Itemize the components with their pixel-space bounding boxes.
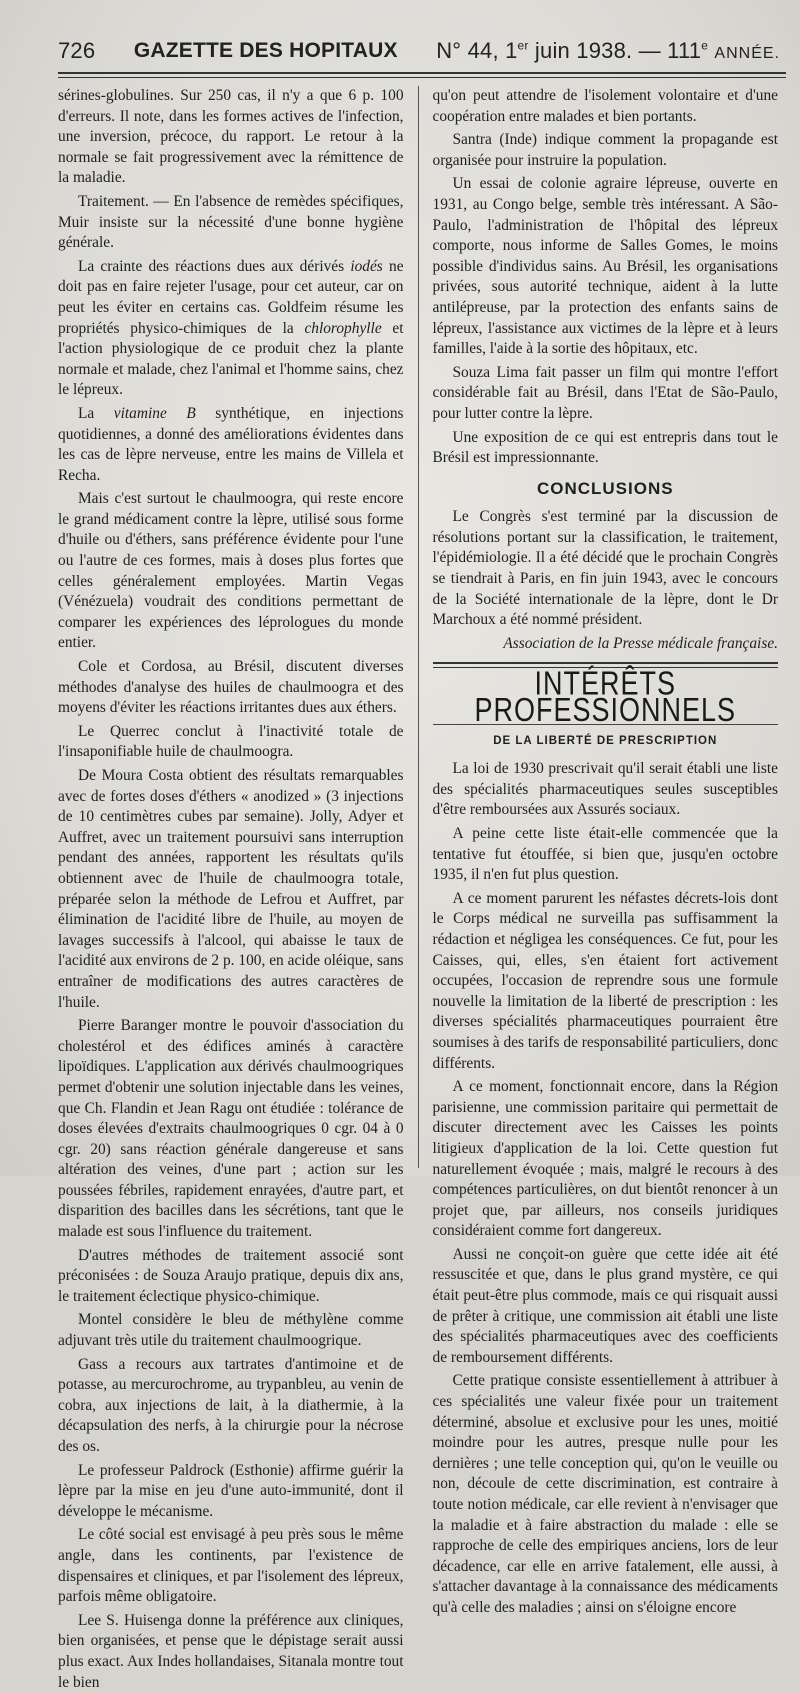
left-column (58, 86, 404, 1691)
paragraph (58, 257, 404, 401)
signature: Association de la Presse médicale française. (503, 634, 779, 652)
issue-sup: er (517, 38, 529, 53)
header-rule (58, 72, 786, 78)
paragraph: D'autres méthodes de traitement associé sont préconisées : de Souza Araujo pratique, depuis dix ans, le traitement éclectique physico-chimique. (58, 1246, 404, 1305)
paragraph: Cette pratique consiste essentiellement à attribuer à ces spécialités une valeur fixée pour un traitement déterminé, absolue et exclusive pour les unes, moitié moindre pour les autres, presque nulle pour les dernières ; une telle conception qui, qu'on le veuille ou non, découle de cette discrimination, est contraire à toute notion médicale, car elle revient à n'envisager que la maladie et à faire abstraction du malade : elle se rapproche de celle des empiriques anciens, lors de leur décadence, car elle en arrive fatalement, elle aussi, à s'attacher davantage à la connaissance des médicaments qu'à celle des maladies ; ainsi on s'éloigne encore (432, 1372, 779, 1616)
column-divider (418, 86, 419, 1168)
paragraph: Aussi ne conçoit-on guère que cette idée ait été ressuscitée et que, dans le plus grand mystère, ce qui était peut-être plus commode, mais ce qui risquait aussi de prêter à critique, une commission ait établi une liste des spécialités pharmaceutiques avec des coefficients de remboursement différents. (432, 1245, 779, 1366)
paragraph: Le Congrès s'est terminé par la discussion de résolutions portant sur la classification, le traitement, l'épidémiologie. Il a été décidé que le prochain Congrès se tiendrait à Paris, en fin juin 1943, avec le concours de la Société internationale de la lèpre, dont le Dr Marchoux a été nommé président. (432, 508, 779, 629)
paragraph: Montel considère le bleu de méthylène comme adjuvant très utile du traitement chaulmoogrique. (58, 1311, 404, 1350)
paragraph: Lee S. Huisenga donne la préférence aux cliniques, bien organisées, et pense que le dépistage serait aussi plus exact. Aux Indes hollandaises, Sitanala montre tout le bien (58, 1611, 404, 1691)
paragraph: A peine cette liste était-elle commencée que la tentative fut étouffée, si bien que, jusqu'en octobre 1935, il n'en fut plus question. (432, 825, 779, 884)
paragraph: Le professeur Paldrock (Esthonie) affirme guérir la lèpre par la mise en jeu d'une auto-immunité, dont il développe le mécanisme. (58, 1461, 404, 1520)
section-banner: INTÉRÊTS PROFESSIONNELS (474, 665, 737, 729)
paragraph: A ce moment, fonctionnait encore, dans la Région parisienne, une commission paritaire qui permettait de discuter directement avec les Caisses les points litigieux d'application de la loi. Cette question fut naturellement évoquée ; mais, malgré le recours à des compétences particulières, on dut bientôt renoncer à un projet que, par ailleurs, nos conseils juridiques considéraient comme fort dangereux. (432, 1078, 779, 1240)
article-subtitle: DE LA LIBERTÉ DE PRESCRIPTION (493, 734, 718, 747)
text-run: ne doit pas en faire rejeter l'usage, pour cet auteur, car on peut les éviter en certains cas. Goldfeim résume les propriétés physico-chimiques de la (58, 257, 404, 337)
paragraph: Souza Lima fait passer un film qui montre l'effort considérable fait au Brésil, dans l'Etat de São-Paulo, pour lutter contre la lèpre. (432, 363, 779, 422)
paragraph: La loi de 1930 prescrivait qu'il serait établi une liste des spécialités pharmaceutiques seules susceptibles d'être remboursées aux Assurés sociaux. (432, 760, 779, 819)
text-run: et l'action physiologique de ce produit chez la plante normale et malade, chez l'animal et l'homme sains, chez le lépreux. (58, 319, 404, 399)
paragraph: Pierre Baranger montre le pouvoir d'association du cholestérol et des édifices aminés à caractère lipoïdiques. L'application aux dérivés chaulmoogriques permet d'obtenir une solution injectable dans les veines, que Ch. Flandin et Jean Ragu ont étudiée : tolérance de doses élevées d'extraits chaulmoogriques 0 cgr. 04 à 0 cgr. 20) sans réaction générale dangereuse et sans altération des veines, d'une part ; action sur les poussées fébriles, rapidement enrayées, d'autre part, et disparition des bacilles dans les sécrétions, tant que le malade est sous l'influence du traitement. (58, 1017, 404, 1241)
paragraph: Une exposition de ce qui est entrepris dans tout le Brésil est impressionnante. (432, 428, 779, 467)
page-header (58, 30, 780, 72)
text-run-italic: iodés (350, 257, 383, 275)
issue-info (436, 38, 780, 64)
page-number: 726 (58, 38, 96, 63)
issue-left: N° 44, 1 (436, 38, 518, 63)
paragraph: Le Querrec conclut à l'inactivité totale de l'insaponifiable huile de chaulmoogra. (58, 722, 404, 761)
paragraph: Mais c'est surtout le chaulmoogra, qui reste encore le grand médicament contre la lèpre, utilisé sous forme d'huile ou d'éthers, sans préférence évidente pour l'une ou l'autre de ces formes, mais à doses plus fortes que celles généralement employées. Martin Vegas (Vénézuela) voudrait des conditions permettant de comparer les expériences des léprologues du monde entier. (58, 490, 404, 652)
text-run: La (78, 404, 114, 422)
year-sup: e (701, 38, 709, 53)
paragraph: Traitement. — En l'absence de remèdes spécifiques, Muir insiste sur la nécessité d'une bonne hygiène générale. (58, 192, 404, 252)
text-run: La crainte des réactions dues aux dérivés (78, 257, 351, 275)
paragraph: A ce moment parurent les néfastes décrets-lois dont le Corps médical ne surveilla pas suffisamment la rédaction et négligea les conséquences. Ce fut, pour les Caisses, qui, elles, s'en étaient fort activement occupées, l'occasion de reprendre sous une formule nouvelle la limitation de la liberté de prescription : les diverses spécialités pharmaceutiques pourraient être soumises à des tarifs de responsabilité particuliers, donc différents. (432, 889, 779, 1072)
text-run-italic: chlorophylle (304, 319, 382, 337)
paragraph: Santra (Inde) indique comment la propagande est organisée pour instruire la population. (432, 131, 779, 169)
journal-title: GAZETTE DES HOPITAUX (133, 39, 398, 62)
conclusions-heading: CONCLUSIONS (536, 478, 674, 498)
text-run-italic: vitamine B (113, 404, 196, 422)
issue-right: juin 1938. — 111 (528, 38, 702, 63)
paragraph: Gass a recours aux tartrates d'antimoine et de potasse, au mercurochrome, au trypanbleu, au venin de cobra, aux injections de lait, à la diathermie, à la décapsulation des nerfs, à la chirurgie pour la nécrose des os. (58, 1355, 404, 1455)
paragraph: Un essai de colonie agraire lépreuse, ouverte en 1931, au Congo belge, semble très intéressant. A São-Paulo, l'administration de l'hôpital des lépreux comporte, nous informe de Salles Gomes, le moins possible d'individus sains. Au Brésil, les organisations privées, sous autorité technique, aident à la lutte antilépreuse, par la protection des enfants sains de lépreux, l'assistance aux victimes de la lèpre et à leurs familles, l'aide à la sortie des hôpitaux, etc. (432, 175, 779, 358)
article-columns (58, 86, 779, 1691)
text-run: synthétique, en injections quotidiennes, a donné des améliorations évidentes dans les cas de lèpre nerveuse, entre les mains de Villela et Recha. (58, 404, 404, 484)
paragraph: sérines-globulines. Sur 250 cas, il n'y a que 6 p. 100 d'erreurs. Il note, dans les formes actives de l'infection, une inversion, précoce, du rapport. Le retour à la normale se fait progressivement avec la rémittence de la maladie. (58, 87, 404, 187)
paragraph: Le côté social est envisagé à peu près sous le même angle, dans les continents, par l'existence de dispensaires et cliniques, et par l'isolement des lépreux, parfois même obligatoire. (58, 1526, 404, 1606)
paragraph: De Moura Costa obtient des résultats remarquables avec de fortes doses d'éthers « anodized » (3 injections de 10 centimètres cubes par semaine). Jolly, Adyer et Auffret, avec un traitement poursuivi sans interruption pendant des années, rapportent les résultats qu'ils obtiennent avec de l'huile de chaulmoogra totale, préparée selon la méthode de Lefrou et Auffret, par élimination de l'acidité libre de l'huile, au moyen de lavages successifs à l'alcool, qui abaisse le taux de l'acidité aux environs de 2 p. 100, en acide oléique, sans entraîner de modifications des autres caractères de l'huile. (58, 767, 404, 1011)
paragraph (58, 404, 404, 486)
right-column (432, 86, 779, 1616)
year-word: ANNÉE. (714, 45, 780, 62)
paragraph: qu'on peut attendre de l'isolement volontaire et d'une coopération entre malades et bien portants. (432, 87, 779, 125)
paragraph: Cole et Cordosa, au Brésil, discutent diverses méthodes d'analyse des huiles de chaulmoogra et des moyens d'éviter les réactions irritantes dues aux éthers. (58, 658, 404, 717)
